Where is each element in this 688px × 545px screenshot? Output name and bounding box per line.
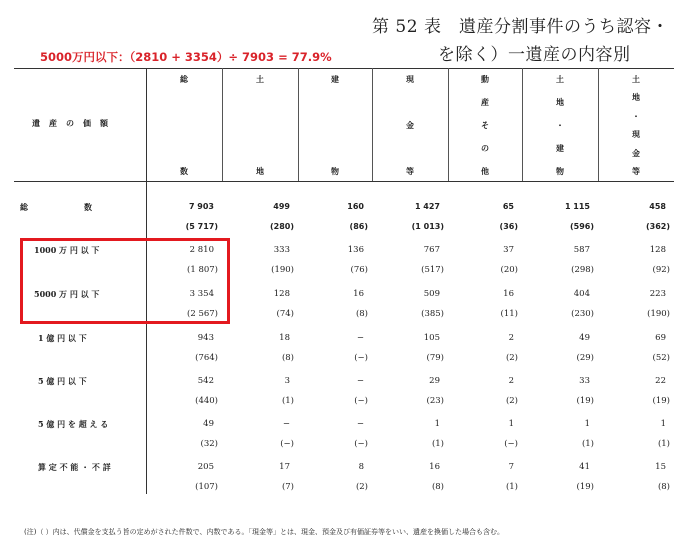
cell-value: 128 xyxy=(649,245,666,255)
cell-value: 7 903 xyxy=(188,202,214,211)
row-label: 総 数 xyxy=(20,202,92,212)
cell-subvalue: (8) xyxy=(657,482,670,492)
cell-value: − xyxy=(356,419,364,429)
cell-subvalue: (1 807) xyxy=(187,265,218,275)
cell-subvalue: (−) xyxy=(504,439,518,449)
cell-subvalue: (−) xyxy=(354,396,368,406)
row-label: 算 定 不 能 ・ 不 詳 xyxy=(38,462,111,472)
row-label: 5000 万 円 以 下 xyxy=(34,289,100,299)
cell-value: 943 xyxy=(197,333,214,343)
cell-value: 49 xyxy=(579,333,590,343)
cell-value: 15 xyxy=(655,462,666,472)
cell-value: 69 xyxy=(655,333,666,343)
cell-subvalue: (52) xyxy=(652,353,670,363)
cell-subvalue: (517) xyxy=(421,265,444,275)
cell-subvalue: (36) xyxy=(499,222,518,231)
cell-value: 8 xyxy=(358,462,364,472)
cell-subvalue: (1) xyxy=(657,439,670,449)
column-header-building-char: 物 xyxy=(331,166,339,176)
cell-subvalue: (1) xyxy=(431,439,444,449)
cell-subvalue: (76) xyxy=(350,265,368,275)
cell-value: 160 xyxy=(347,202,364,211)
table-title-line2: を除く）一遺産の内容別 xyxy=(438,45,631,65)
column-header-building-char: 建 xyxy=(331,74,339,84)
cell-value: 22 xyxy=(655,376,666,386)
column-header-cash-char: 金 xyxy=(406,120,414,130)
cell-value: 404 xyxy=(573,289,590,299)
cell-subvalue: (596) xyxy=(569,222,594,231)
cell-subvalue: (79) xyxy=(426,353,444,363)
table-title-line1: 第 52 表 遺産分割事件のうち認容・ xyxy=(372,17,669,37)
cell-value: 29 xyxy=(429,376,440,386)
column-header-land-cash-char: 現 xyxy=(632,129,640,140)
cell-subvalue: (1) xyxy=(281,396,294,406)
cell-value: − xyxy=(356,376,364,386)
cell-subvalue: (7) xyxy=(281,482,294,492)
cell-subvalue: (20) xyxy=(500,265,518,275)
column-header-land-building-char: 物 xyxy=(556,166,564,176)
column-divider xyxy=(522,68,523,181)
cell-value: 2 xyxy=(508,333,514,343)
cell-subvalue: (2) xyxy=(505,353,518,363)
cell-value: 16 xyxy=(353,289,364,299)
cell-value: 18 xyxy=(279,333,290,343)
column-header-movables-char: 産 xyxy=(481,97,489,107)
cell-value: 458 xyxy=(649,202,666,211)
column-header-movables-char: 他 xyxy=(481,166,489,176)
cell-value: 1 xyxy=(660,419,666,429)
cell-value: 509 xyxy=(423,289,440,299)
column-divider xyxy=(372,68,373,181)
cell-value: 2 810 xyxy=(189,245,214,255)
column-header-total-char: 総 xyxy=(180,74,188,84)
cell-subvalue: (1) xyxy=(581,439,594,449)
table-top-rule xyxy=(14,68,674,69)
column-header-land-cash-char: 等 xyxy=(632,166,640,176)
cell-subvalue: (11) xyxy=(500,309,518,319)
cell-value: 542 xyxy=(197,376,214,386)
cell-value: 3 354 xyxy=(189,289,214,299)
cell-value: 136 xyxy=(347,245,364,255)
cell-value: 499 xyxy=(273,202,290,211)
cell-value: 1 xyxy=(584,419,590,429)
cell-subvalue: (1 013) xyxy=(411,222,444,231)
cell-subvalue: (2) xyxy=(505,396,518,406)
cell-value: 767 xyxy=(423,245,440,255)
cell-subvalue: (440) xyxy=(195,396,218,406)
cell-value: 3 xyxy=(284,376,290,386)
column-header-land-cash-char: 土 xyxy=(632,74,640,84)
cell-value: 223 xyxy=(649,289,666,299)
column-header-land-building-char: 建 xyxy=(556,143,564,153)
row-label: 5 億 円 を 超 え る xyxy=(38,419,109,429)
cell-subvalue: (764) xyxy=(195,353,218,363)
cell-value: 1 xyxy=(434,419,440,429)
cell-subvalue: (74) xyxy=(276,309,294,319)
cell-subvalue: (8) xyxy=(355,309,368,319)
cell-subvalue: (19) xyxy=(652,396,670,406)
cell-subvalue: (32) xyxy=(200,439,218,449)
cell-subvalue: (92) xyxy=(652,265,670,275)
cell-value: 49 xyxy=(203,419,214,429)
cell-subvalue: (23) xyxy=(426,396,444,406)
column-header-land-cash-char: 金 xyxy=(632,147,640,158)
cell-subvalue: (19) xyxy=(576,396,594,406)
cell-value: 1 115 xyxy=(564,202,590,211)
cell-value: 65 xyxy=(502,202,514,211)
cell-value: 333 xyxy=(273,245,290,255)
column-header-land-building-char: ・ xyxy=(556,120,564,130)
stub-header: 遺産の価額 xyxy=(32,118,117,128)
column-header-movables-char: 動 xyxy=(481,74,489,84)
cell-value: 16 xyxy=(429,462,440,472)
column-header-land-building-char: 地 xyxy=(556,97,564,107)
cell-subvalue: (298) xyxy=(571,265,594,275)
cell-subvalue: (190) xyxy=(647,309,670,319)
cell-subvalue: (362) xyxy=(645,222,670,231)
row-label: 5 億 円 以 下 xyxy=(38,376,87,386)
cell-value: 128 xyxy=(273,289,290,299)
cell-subvalue: (2) xyxy=(355,482,368,492)
cell-value: − xyxy=(356,333,364,343)
column-divider xyxy=(598,68,599,181)
column-header-total-char: 数 xyxy=(180,166,188,176)
cell-value: 105 xyxy=(423,333,440,343)
column-divider xyxy=(298,68,299,181)
column-header-land-cash-char: 地 xyxy=(632,92,640,103)
row-label: 1000 万 円 以 下 xyxy=(34,245,100,255)
cell-subvalue: (19) xyxy=(576,482,594,492)
cell-value: 1 427 xyxy=(414,202,440,211)
column-header-land-building-char: 土 xyxy=(556,74,564,84)
cell-value: − xyxy=(282,419,290,429)
cell-value: 7 xyxy=(508,462,514,472)
footnote: (注)（ ）内は、代償金を支払う旨の定めがされた件数で、内数である。「現金等」とは、現金、預金及び有価証券等をいい、遺産を換価した場合も含む。 xyxy=(24,528,505,536)
column-divider xyxy=(222,68,223,181)
cell-subvalue: (107) xyxy=(195,482,218,492)
cell-subvalue: (29) xyxy=(576,353,594,363)
cell-subvalue: (−) xyxy=(280,439,294,449)
cell-subvalue: (190) xyxy=(271,265,294,275)
cell-subvalue: (8) xyxy=(281,353,294,363)
cell-subvalue: (−) xyxy=(354,353,368,363)
cell-subvalue: (230) xyxy=(571,309,594,319)
cell-subvalue: (8) xyxy=(431,482,444,492)
column-header-cash-char: 現 xyxy=(406,74,414,84)
cell-value: 17 xyxy=(279,462,290,472)
cell-subvalue: (86) xyxy=(349,222,368,231)
cell-value: 1 xyxy=(508,419,514,429)
cell-subvalue: (−) xyxy=(354,439,368,449)
column-header-land-char: 土 xyxy=(256,74,264,84)
cell-subvalue: (5 717) xyxy=(185,222,218,231)
cell-subvalue: (385) xyxy=(421,309,444,319)
column-divider xyxy=(448,68,449,181)
cell-value: 41 xyxy=(579,462,590,472)
cell-subvalue: (1) xyxy=(505,482,518,492)
column-header-movables-char: そ xyxy=(481,120,489,130)
header-bottom-rule xyxy=(14,181,674,182)
highlight-box xyxy=(20,238,230,324)
cell-subvalue: (280) xyxy=(269,222,294,231)
cell-value: 587 xyxy=(573,245,590,255)
column-header-land-cash-char: ・ xyxy=(632,110,640,121)
row-label: 1 億 円 以 下 xyxy=(38,333,87,343)
red-annotation: 5000万円以下：（2810 + 3354）÷ 7903 = 77.9% xyxy=(40,50,332,64)
cell-value: 37 xyxy=(503,245,514,255)
column-header-movables-char: の xyxy=(481,143,489,153)
column-header-cash-char: 等 xyxy=(406,166,414,176)
cell-value: 33 xyxy=(579,376,590,386)
cell-value: 16 xyxy=(503,289,514,299)
cell-value: 2 xyxy=(508,376,514,386)
column-header-land-char: 地 xyxy=(256,166,264,176)
cell-subvalue: (2 567) xyxy=(187,309,218,319)
cell-value: 205 xyxy=(197,462,214,472)
